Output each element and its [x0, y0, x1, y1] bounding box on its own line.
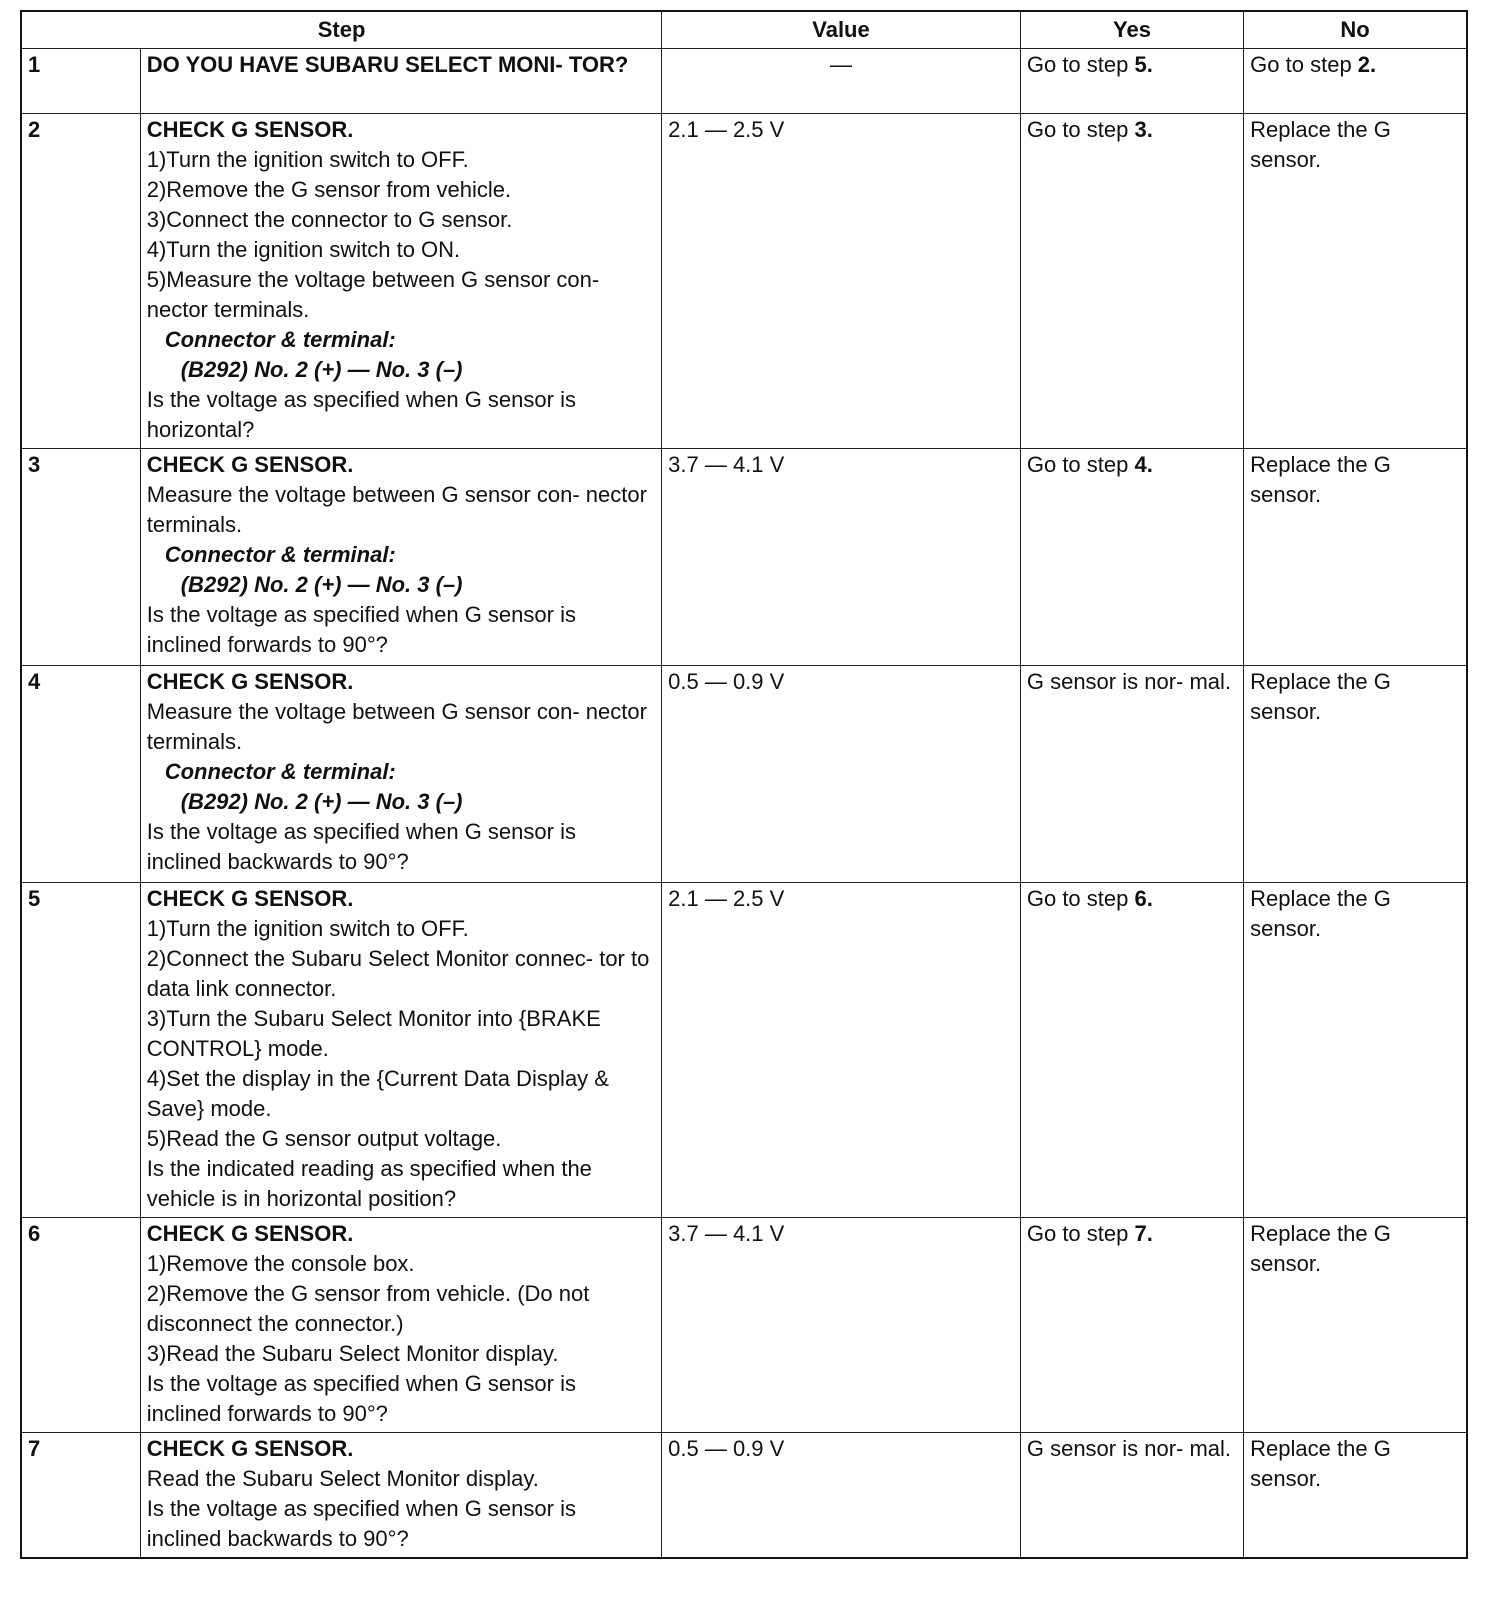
step-number: 3 [21, 449, 140, 666]
step-line: 2)Remove the G sensor from vehicle. (Do not disconnect the connector.) [146, 1281, 590, 1336]
step-title: CHECK G SENSOR. [146, 117, 354, 142]
table-row [21, 1218, 1467, 1433]
yes-cell [1020, 883, 1243, 1218]
step-number: 5 [21, 883, 140, 1218]
step-line: 3)Connect the connector to G sensor. [146, 207, 513, 232]
step-line: 4)Turn the ignition switch to ON. [146, 237, 461, 262]
header-no: No [1244, 11, 1467, 49]
step-line: 1)Remove the console box. [146, 1251, 415, 1276]
no-cell [1244, 49, 1467, 114]
step-line: 3)Read the Subaru Select Monitor display. [146, 1341, 559, 1366]
yes-cell [1020, 114, 1243, 449]
yes-step-ref: 7. [1134, 1221, 1153, 1246]
yes-text: Go to step [1026, 886, 1135, 911]
table-row [21, 49, 1467, 114]
table-row [21, 1433, 1467, 1559]
yes-step-ref: 5. [1134, 52, 1153, 77]
terminal-spec: (B292) No. 2 (+) — No. 3 (–) [180, 572, 463, 597]
no-cell: Replace the G sensor. [1244, 1433, 1467, 1559]
step-value: 2.1 — 2.5 V [662, 883, 1021, 1218]
step-value: 3.7 — 4.1 V [662, 449, 1021, 666]
step-title: CHECK G SENSOR. [146, 1221, 354, 1246]
no-step-ref: 2. [1357, 52, 1377, 77]
table-row [21, 449, 1467, 666]
yes-text: Go to step [1026, 1221, 1135, 1246]
step-description [140, 1218, 661, 1433]
no-cell: Replace the G sensor. [1244, 666, 1467, 883]
yes-step-ref: 3. [1134, 117, 1153, 142]
step-line: Measure the voltage between G sensor con- nector terminals. [146, 699, 647, 754]
step-question: Is the voltage as specified when G sensor is inclined forwards to 90°? [146, 602, 576, 657]
connector-label: Connector & terminal: [164, 542, 396, 567]
connector-label: Connector & terminal: [164, 759, 396, 784]
step-number: 6 [21, 1218, 140, 1433]
step-line: 5)Read the G sensor output voltage. [146, 1126, 502, 1151]
step-number: 7 [21, 1433, 140, 1559]
step-line: 1)Turn the ignition switch to OFF. [146, 147, 469, 172]
step-description [140, 666, 661, 883]
yes-step-ref: 4. [1134, 452, 1153, 477]
header-row [21, 11, 1467, 49]
step-line: 2)Remove the G sensor from vehicle. [146, 177, 512, 202]
table-row [21, 114, 1467, 449]
connector-label: Connector & terminal: [164, 327, 396, 352]
step-value: 0.5 — 0.9 V [662, 1433, 1021, 1559]
step-question: Is the voltage as specified when G sensor is inclined backwards to 90°? [146, 1496, 576, 1551]
step-title: CHECK G SENSOR. [146, 452, 354, 477]
step-value: 0.5 — 0.9 V [662, 666, 1021, 883]
yes-cell: G sensor is nor- mal. [1020, 666, 1243, 883]
no-cell: Replace the G sensor. [1244, 1218, 1467, 1433]
step-number: 4 [21, 666, 140, 883]
step-number: 1 [21, 49, 140, 114]
yes-cell: G sensor is nor- mal. [1020, 1433, 1243, 1559]
step-question: Is the voltage as specified when G sensor is horizontal? [146, 387, 576, 442]
step-line: 2)Connect the Subaru Select Monitor connec- tor to data link connector. [146, 946, 650, 1001]
step-description [140, 49, 661, 114]
step-line: 5)Measure the voltage between G sensor con- nector terminals. [146, 267, 600, 322]
step-number: 2 [21, 114, 140, 449]
step-title: DO YOU HAVE SUBARU SELECT MONI- TOR? [146, 52, 629, 77]
header-yes: Yes [1020, 11, 1243, 49]
diagnostic-table [20, 10, 1468, 1559]
yes-cell [1020, 49, 1243, 114]
step-value: 3.7 — 4.1 V [662, 1218, 1021, 1433]
step-line: Read the Subaru Select Monitor display. [146, 1466, 539, 1491]
no-cell: Replace the G sensor. [1244, 114, 1467, 449]
step-line: 4)Set the display in the {Current Data Display & Save} mode. [146, 1066, 609, 1121]
step-line: 3)Turn the Subaru Select Monitor into {BRAKE CONTROL} mode. [146, 1006, 601, 1061]
step-value: — [662, 49, 1021, 114]
no-cell: Replace the G sensor. [1244, 449, 1467, 666]
terminal-spec: (B292) No. 2 (+) — No. 3 (–) [180, 789, 463, 814]
step-description [140, 114, 661, 449]
yes-step-ref: 6. [1134, 886, 1153, 911]
step-description [140, 449, 661, 666]
step-question: Is the indicated reading as specified when the vehicle is in horizontal position? [146, 1156, 592, 1211]
terminal-spec: (B292) No. 2 (+) — No. 3 (–) [180, 357, 463, 382]
no-cell: Replace the G sensor. [1244, 883, 1467, 1218]
yes-cell [1020, 1218, 1243, 1433]
step-title: CHECK G SENSOR. [146, 886, 354, 911]
step-value: 2.1 — 2.5 V [662, 114, 1021, 449]
table-row [21, 883, 1467, 1218]
step-description [140, 883, 661, 1218]
yes-cell [1020, 449, 1243, 666]
step-question: Is the voltage as specified when G sensor is inclined forwards to 90°? [146, 1371, 576, 1426]
step-description [140, 1433, 661, 1559]
step-title: CHECK G SENSOR. [146, 1436, 354, 1461]
yes-text: Go to step [1026, 452, 1135, 477]
header-step: Step [21, 11, 662, 49]
no-text: Go to step [1250, 52, 1358, 77]
header-value: Value [662, 11, 1021, 49]
yes-text: Go to step [1026, 52, 1135, 77]
step-line: 1)Turn the ignition switch to OFF. [146, 916, 469, 941]
step-line: Measure the voltage between G sensor con- nector terminals. [146, 482, 647, 537]
table-row [21, 666, 1467, 883]
step-question: Is the voltage as specified when G sensor is inclined backwards to 90°? [146, 819, 576, 874]
yes-text: Go to step [1026, 117, 1135, 142]
step-title: CHECK G SENSOR. [146, 669, 354, 694]
